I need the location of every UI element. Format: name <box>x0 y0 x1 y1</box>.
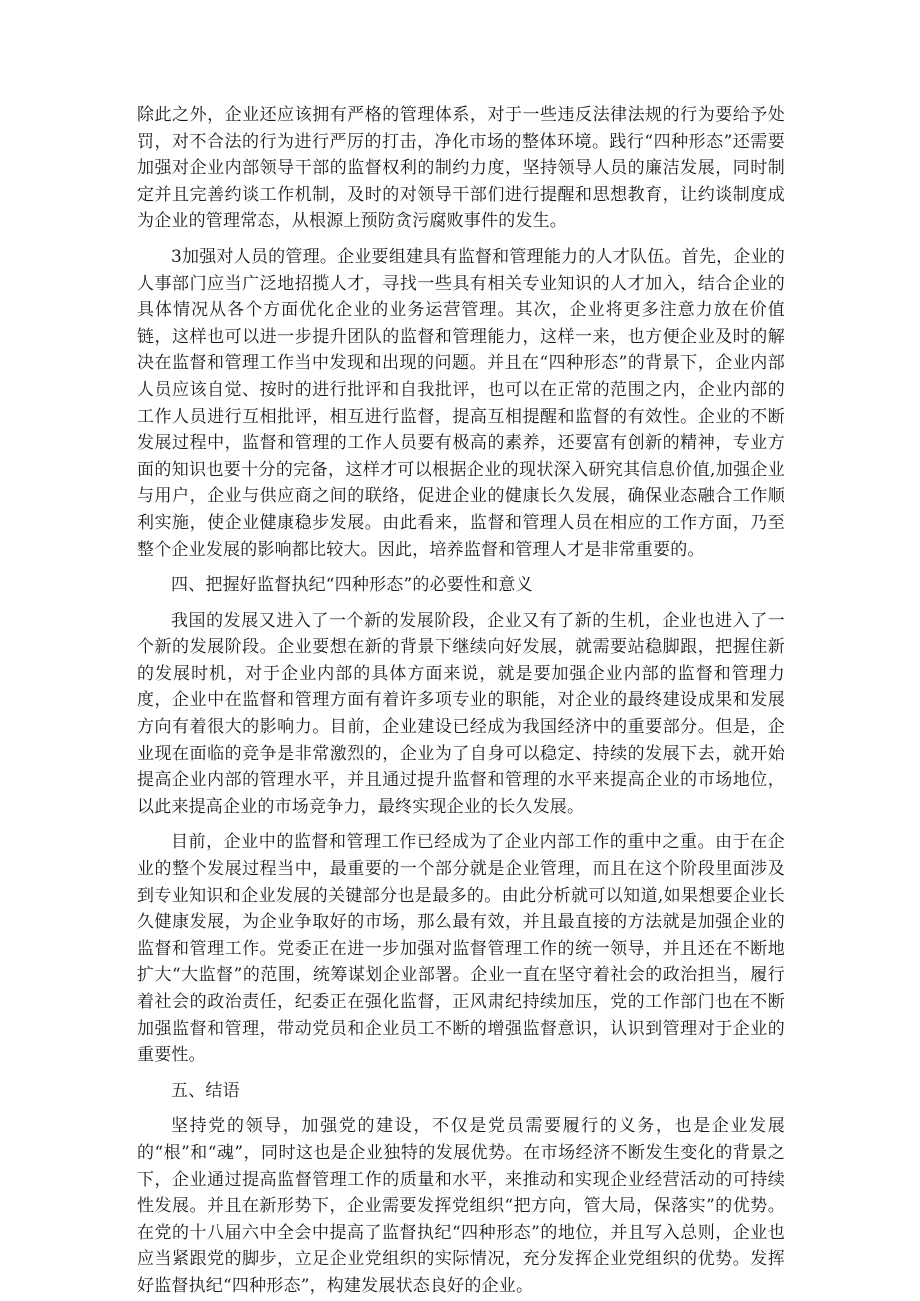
paragraph-management-system: 除此之外，企业还应该拥有严格的管理体系，对于一些违反法律法规的行为要给予处罚，对不合法的行为进行严厉的打击，净化市场的整体环境。践行“四种形态”还需要加强对企业内部领导干部的监督权利的制约力度，坚持领导人员的廉洁发展，同时制定并且完善约谈工作机制，及时的对领导干部们进行提醒和思想教育，让约谈制度成为企业的管理常态，从根源上预防贪污腐败事件的发生。 <box>137 105 785 232</box>
paragraph-personnel-management: 3加强对人员的管理。企业要组建具有监督和管理能力的人才队伍。首先，企业的人事部门应当广泛地招揽人才，寻找一些具有相关专业知识的人才加入，结合企业的具体情况从各个方面优化企业的业务运营管理。其次，企业将更多注意力放在价值链，这样也可以进一步提升团队的监督和管理能力，这样一来，也方便企业及时的解决在监督和管理工作当中发现和出现的问题。并且在“四种形态”的背景下，企业内部人员应该自觉、按时的进行批评和自我批评，也可以在正常的范围之内，企业内部的工作人员进行互相批评，相互进行监督，提高互相提醒和监督的有效性。企业的不断发展过程中，监督和管理的工作人员要有极高的素养，还要富有创新的精神，专业方面的知识也要十分的完备，这样才可以根据企业的现状深入研究其信息价值,加强企业与用户，企业与供应商之间的联络，促进企业的健康长久发展，确保业态融合工作顺利实施，使企业健康稳步发展。由此看来，监督和管理人员在相应的工作方面，乃至整个企业发展的影响都比较大。因此，培养监督和管理人才是非常重要的。 <box>137 246 785 560</box>
section-heading-four: 四、把握好监督执纪“四种形态”的必要性和意义 <box>171 575 533 596</box>
document-body <box>137 102 785 1300</box>
paragraph-conclusion: 坚持党的领导，加强党的建设，不仅是党员需要履行的义务，也是企业发展的“根”和“魂”，同时这也是企业独特的发展优势。在市场经济不断发生变化的背景之下，企业通过提高监督管理工作的质量和水平，来推动和实现企业经营活动的可持续性发展。并且在新形势下，企业需要发挥党组织“把方向，管大局，保落实”的优势。在党的十八届六中全会中提高了监督执纪“四种形态”的地位，并且写入总则，企业也应当紧跟党的脚步，立足企业党组织的实际情况，充分发挥企业党组织的优势。发挥好监督执纪“四种形态”，构建发展状态良好的企业。 <box>137 1116 785 1296</box>
paragraph-supervision-priority: 目前，企业中的监督和管理工作已经成为了企业内部工作的重中之重。由于在企业的整个发展过程当中，最重要的一个部分就是企业管理，而且在这个阶段里面涉及到专业知识和企业发展的关键部分也是最多的。由此分析就可以知道,如果想要企业长久健康发展，为企业争取好的市场，那么最有效，并且最直接的方法就是加强企业的监督和管理工作。党委正在进一步加强对监督管理工作的统一领导，并且还在不断地扩大“大监督”的范围，统筹谋划企业部署。企业一直在坚守着社会的政治担当，履行着社会的政治责任，纪委正在强化监督，正风肃纪持续加压，党的工作部门也在不断加强监督和管理，带动党员和企业员工不断的增强监督意识，认识到管理对于企业的重要性。 <box>137 832 785 1066</box>
paragraph-development-stage: 我国的发展又进入了一个新的发展阶段，企业又有了新的生机，企业也进入了一个新的发展阶段。企业要想在新的背景下继续向好发展，就需要站稳脚跟，把握住新的发展时机，对于企业内部的具体方面来说，就是要加强企业内部的监督和管理力度，企业中在监督和管理方面有着许多项专业的职能，对企业的最终建设成果和发展方向有着很大的影响力。目前，企业建设已经成为我国经济中的重要部分。但是，企业现在面临的竞争是非常激烈的，企业为了自身可以稳定、持续的发展下去，就开始提高企业内部的管理水平，并且通过提升监督和管理的水平来提高企业的市场地位，以此来提高企业的市场竞争力，最终实现企业的长久发展。 <box>137 610 785 817</box>
section-heading-five: 五、结语 <box>171 1080 240 1101</box>
